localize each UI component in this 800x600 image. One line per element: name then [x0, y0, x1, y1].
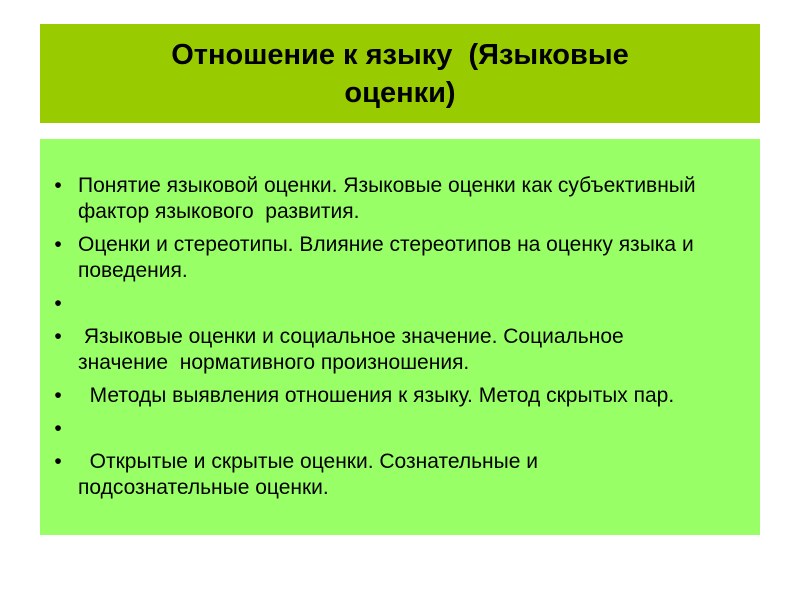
bullet-dot-icon: •	[54, 292, 62, 315]
bullet-item	[40, 383, 760, 409]
bullet-item	[40, 324, 760, 376]
bullet-dot-icon: •	[54, 417, 62, 440]
bullet-text: Открытые и скрытые оценки. Сознательные и подсознательные оценки.	[78, 450, 544, 499]
bullet-text: Понятие языковой оценки. Языковые оценки как субъективный фактор языкового развития.	[78, 174, 702, 223]
bullet-item	[40, 416, 760, 442]
bullet-text: Языковые оценки и социальное значение. Социальное значение нормативного произношения.	[78, 325, 630, 374]
bullet-item	[40, 232, 760, 284]
bullet-dot-icon: •	[54, 384, 62, 407]
bullet-dot-icon: •	[54, 450, 62, 473]
bullet-text: Методы выявления отношения к языку. Метод скрытых пар.	[78, 384, 675, 407]
bullet-item	[40, 449, 760, 501]
bullet-item	[40, 291, 760, 317]
bullet-text: Оценки и стереотипы. Влияние стереотипов на оценку языка и поведения.	[78, 233, 700, 282]
bullet-dot-icon: •	[54, 325, 62, 348]
bullet-dot-icon: •	[54, 233, 62, 256]
bullet-list	[40, 173, 760, 508]
bullet-dot-icon: •	[54, 174, 62, 197]
title-banner	[40, 24, 760, 123]
content-panel	[40, 139, 760, 535]
bullet-item	[40, 173, 760, 225]
slide-title: Отношение к языку (Языковые оценки)	[171, 38, 629, 109]
